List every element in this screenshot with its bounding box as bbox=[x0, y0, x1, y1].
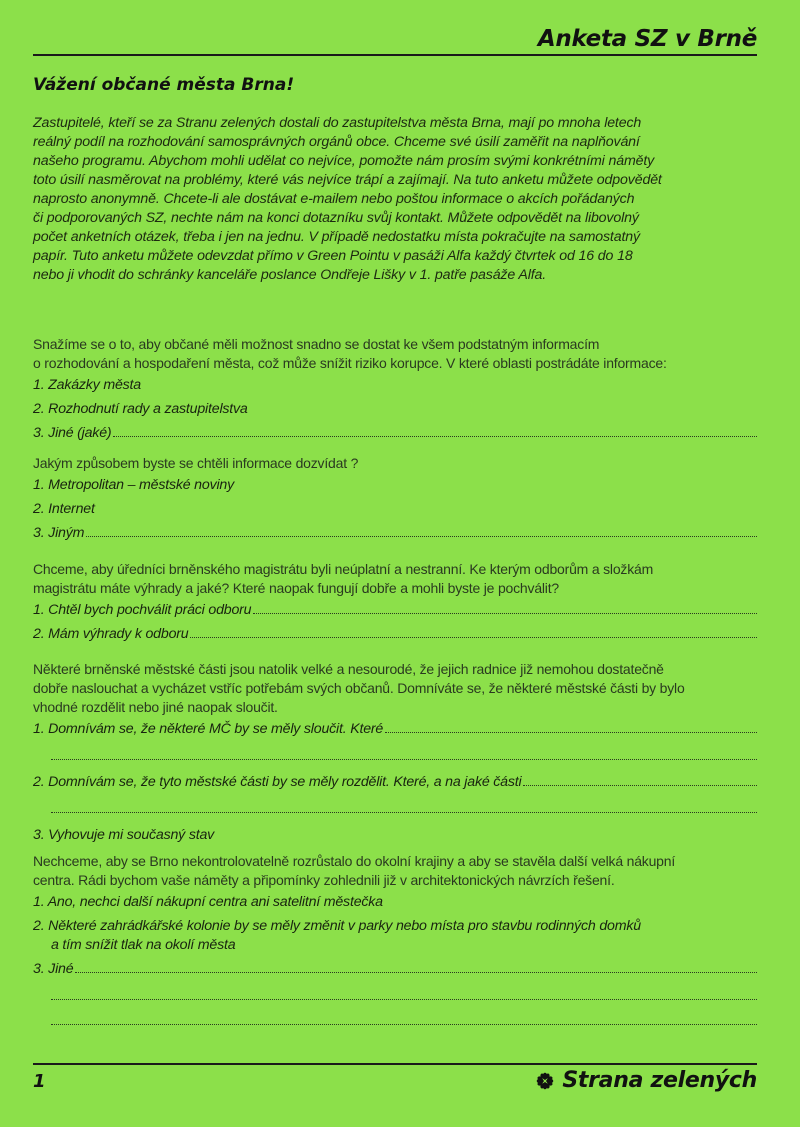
option-label: 3. Jiné bbox=[33, 961, 74, 977]
answer-fill-line[interactable] bbox=[51, 745, 757, 760]
intro-line: naprosto anonymně. Chcete-li ale dostávat e-mailem nebo poštou informace o akcích pořádaných bbox=[33, 191, 635, 207]
question-text: Chceme, aby úředníci brněnského magistrátu byli neúplatní a nestranní. Ke kterým odborům a složkám bbox=[33, 561, 654, 577]
option-label: 1. Domnívám se, že některé MČ by se měly sloučit. Které bbox=[33, 721, 384, 737]
answer-fill-line[interactable] bbox=[253, 599, 757, 614]
question-text: Snažíme se o to, aby občané měli možnost snadno se dostat ke všem podstatným informacím bbox=[33, 336, 600, 352]
intro-line: či podporovaných SZ, nechte nám na konci dotazníku svůj kontakt. Můžete odpovědět na libovolný bbox=[33, 210, 639, 226]
option-label: 1. Chtěl bych pochválit práci odboru bbox=[33, 602, 252, 618]
answer-option[interactable] bbox=[33, 770, 757, 794]
answer-option[interactable] bbox=[33, 622, 757, 646]
question-text: centra. Rádi bychom vaše náměty a připomínky zohlednili již v architektonických návrzích řešení. bbox=[33, 872, 615, 888]
question-city-districts bbox=[33, 660, 757, 847]
option-label-continuation: a tím snížit tlak na okolí města bbox=[51, 937, 236, 953]
footer-rule bbox=[33, 1063, 757, 1065]
option-label: 3. Jiné (jaké) bbox=[33, 425, 112, 441]
option-label: 3. Jiným bbox=[33, 525, 85, 541]
answer-fill-line[interactable] bbox=[75, 958, 757, 973]
answer-option-other[interactable] bbox=[33, 421, 757, 445]
answer-fill-line[interactable] bbox=[385, 718, 757, 733]
answer-fill-line[interactable] bbox=[523, 771, 757, 786]
answer-option[interactable] bbox=[33, 914, 757, 957]
four-leaf-clover-icon bbox=[534, 1070, 556, 1092]
greeting-heading: Vážení občané města Brna! bbox=[33, 75, 295, 95]
intro-paragraph bbox=[33, 114, 757, 285]
header-rule bbox=[33, 54, 757, 56]
answer-fill-line[interactable] bbox=[86, 522, 757, 537]
answer-option[interactable] bbox=[33, 397, 757, 421]
question-information-areas bbox=[33, 335, 757, 445]
option-label: 1. Metropolitan – městské noviny bbox=[33, 477, 234, 493]
intro-line: toto úsilí nasměrovat na problémy, které vás nejvíce trápí a zajímají. Na tuto anketu můžete odpovědět bbox=[33, 172, 662, 188]
question-magistrate-departments bbox=[33, 560, 757, 646]
answer-option[interactable] bbox=[33, 373, 757, 397]
question-text: vhodné rozdělit nebo jiné naopak sloučit. bbox=[33, 699, 278, 715]
answer-option[interactable] bbox=[33, 497, 757, 521]
answer-option-other[interactable] bbox=[33, 957, 757, 981]
intro-line: počet anketních otázek, třeba i jen na jednu. V případě nedostatku místa pokračujte na samostatný bbox=[33, 229, 640, 245]
answer-option[interactable] bbox=[33, 598, 757, 622]
brand-logo bbox=[534, 1068, 757, 1093]
intro-line: Zastupitelé, kteří se za Stranu zelených dostali do zastupitelstva města Brna, mají po mnoha letech bbox=[33, 115, 642, 131]
option-label: 1. Ano, nechci další nákupní centra ani satelitní městečka bbox=[33, 894, 383, 910]
option-label: 2. Internet bbox=[33, 501, 95, 517]
answer-fill-line[interactable] bbox=[113, 422, 757, 437]
question-text: dobře naslouchat a vycházet vstříc potřebám svých občanů. Domníváte se, že některé městské části by bylo bbox=[33, 680, 685, 696]
option-label: 2. Domnívám se, že tyto městské části by se měly rozdělit. Které, a na jaké části bbox=[33, 774, 522, 790]
option-label: 2. Mám výhrady k odboru bbox=[33, 626, 189, 642]
answer-option[interactable] bbox=[33, 473, 757, 497]
answer-option[interactable] bbox=[33, 890, 757, 914]
answer-fill-line[interactable] bbox=[51, 798, 757, 813]
page-title: Anketa SZ v Brně bbox=[537, 26, 757, 52]
intro-line: nebo ji vhodit do schránky kanceláře poslance Ondřeje Lišky v 1. patře pasáže Alfa. bbox=[33, 267, 547, 283]
intro-line: papír. Tuto anketu můžete odevzdat přímo v Green Pointu v pasáži Alfa každý čtvrtek od 16 do 18 bbox=[33, 248, 633, 264]
question-text: Jakým způsobem byste se chtěli informace dozvídat ? bbox=[33, 455, 359, 471]
answer-option[interactable] bbox=[33, 717, 757, 741]
answer-option-other[interactable] bbox=[33, 521, 757, 545]
option-label: 2. Rozhodnutí rady a zastupitelstva bbox=[33, 401, 248, 417]
answer-option[interactable] bbox=[33, 823, 757, 847]
answer-fill-line[interactable] bbox=[190, 623, 757, 638]
answer-fill-line[interactable] bbox=[51, 985, 757, 1000]
question-text: magistrátu máte výhrady a jaké? Které naopak fungují dobře a mohli byste je pochválit? bbox=[33, 580, 559, 596]
brand-name: Strana zelených bbox=[562, 1068, 757, 1093]
option-label: 2. Některé zahrádkářské kolonie by se měly změnit v parky nebo místa pro stavbu rodinných domků bbox=[33, 918, 641, 934]
option-label: 1. Zakázky města bbox=[33, 377, 141, 393]
question-information-channel bbox=[33, 454, 757, 545]
option-label: 3. Vyhovuje mi současný stav bbox=[33, 827, 215, 843]
question-text: Některé brněnské městské části jsou natolik velké a nesourodé, že jejich radnice již nemohou dostatečně bbox=[33, 661, 664, 677]
question-urban-sprawl bbox=[33, 852, 757, 1035]
question-text: Nechceme, aby se Brno nekontrolovatelně rozrůstalo do okolní krajiny a aby se stavěla další velká nákupní bbox=[33, 853, 676, 869]
page-number: 1 bbox=[33, 1071, 46, 1092]
answer-fill-line[interactable] bbox=[51, 1010, 757, 1025]
intro-line: reálný podíl na rozhodování samosprávných orgánů obce. Chceme své úsilí zaměřit na naplňování bbox=[33, 134, 640, 150]
question-text: o rozhodování a hospodaření města, což může snížit riziko korupce. V které oblasti postrádáte informace: bbox=[33, 355, 667, 371]
intro-line: našeho programu. Abychom mohli udělat co nejvíce, pomožte nám prosím svými konkrétními náměty bbox=[33, 153, 655, 169]
